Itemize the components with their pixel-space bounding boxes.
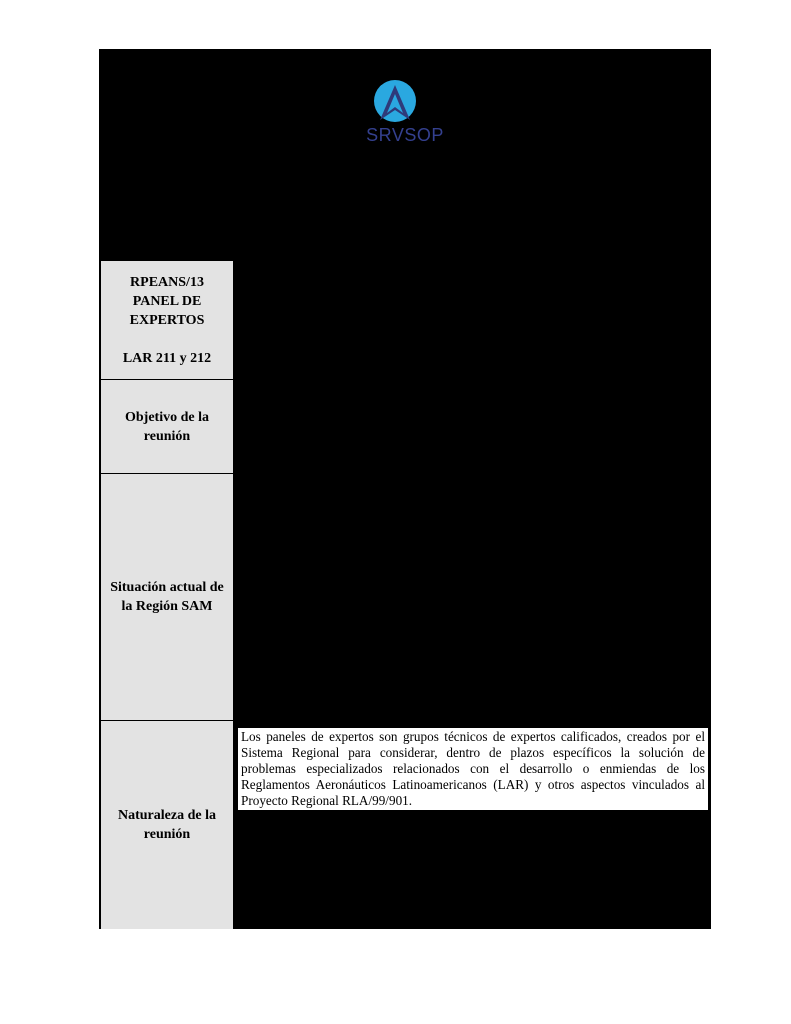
- label-line: RPEANS/13: [130, 274, 204, 290]
- label-line: reunión: [143, 428, 191, 444]
- label-meeting-nature: [101, 721, 234, 929]
- label-line: EXPERTOS: [129, 312, 205, 328]
- label-line: Naturaleza de la: [118, 808, 216, 823]
- srvsop-logo-icon: [372, 80, 418, 122]
- label-line: la Región SAM: [121, 599, 213, 614]
- label-line: Situación actual de: [110, 580, 224, 595]
- label-meeting-title: [101, 261, 234, 380]
- label-subtitle: LAR 211 y 212: [122, 350, 212, 366]
- srvsop-logo: [100, 80, 710, 150]
- label-current-situation: [101, 474, 234, 721]
- logo-text: SRVSOP: [366, 125, 444, 145]
- label-line: reunión: [143, 827, 191, 842]
- label-line: PANEL DE: [132, 293, 202, 309]
- label-objective: [101, 380, 234, 474]
- label-line: Objetivo de la: [125, 409, 209, 425]
- document-page: [99, 49, 711, 929]
- nature-description: Los paneles de expertos son grupos técnicos de expertos calificados, creados por el Sistema Regional para considerar, dentro de plazos específicos la solución de problemas especializados relacionados con el desarrollo o enmiendas de los Reglamentos Aeronáuticos Latinoamericanos (LAR) y otros aspectos vinculados al Proyecto Regional RLA/99/901.: [238, 728, 708, 810]
